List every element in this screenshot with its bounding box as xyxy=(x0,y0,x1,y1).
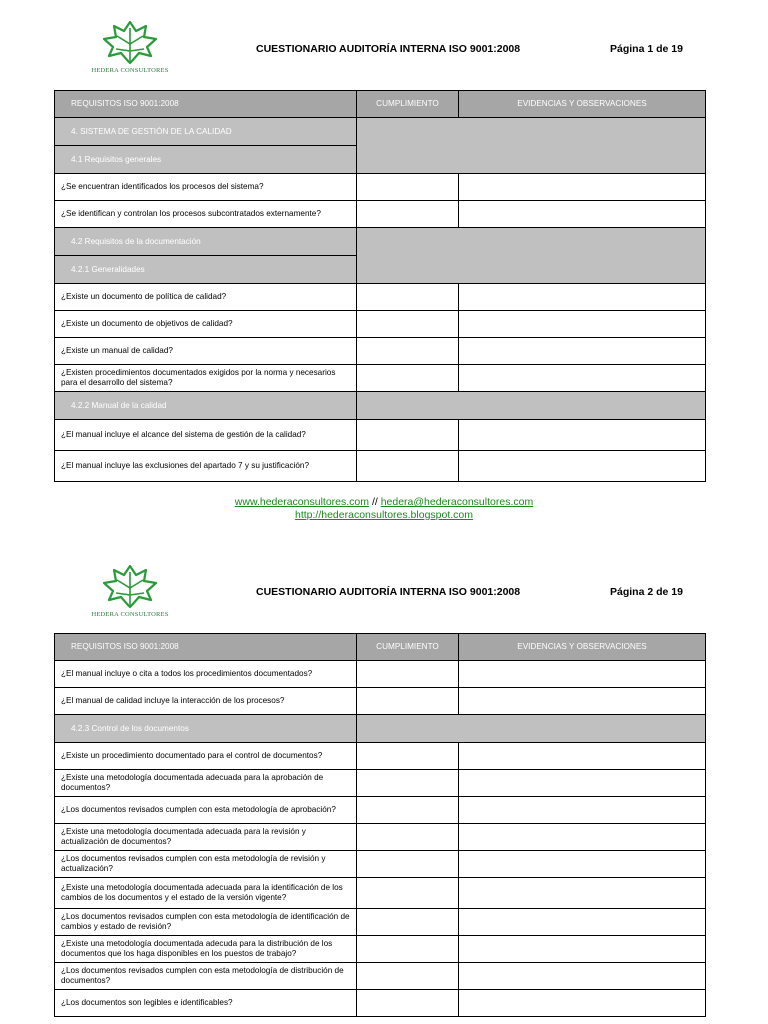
section-title: 4.2.2 Manual de la calidad xyxy=(55,392,357,420)
question-row xyxy=(55,201,706,228)
evidencias-cell[interactable] xyxy=(459,284,706,311)
cumplimiento-cell[interactable] xyxy=(357,743,459,770)
question-text: ¿Existe una metodología documentada adecuada para la aprobación de documentos? xyxy=(55,770,357,797)
evidencias-cell[interactable] xyxy=(459,743,706,770)
header-evidencias: EVIDENCIAS Y OBSERVACIONES xyxy=(459,634,706,661)
evidencias-cell[interactable] xyxy=(459,878,706,909)
logo-text: HEDERA CONSULTORES xyxy=(91,67,169,74)
company-logo xyxy=(82,18,178,74)
question-row xyxy=(55,824,706,851)
cumplimiento-cell[interactable] xyxy=(357,451,459,482)
cumplimiento-cell[interactable] xyxy=(357,688,459,715)
cumplimiento-cell[interactable] xyxy=(357,338,459,365)
question-row xyxy=(55,936,706,963)
cumplimiento-cell[interactable] xyxy=(357,770,459,797)
section-blank xyxy=(357,715,706,743)
table-header-row xyxy=(55,91,706,118)
cumplimiento-cell[interactable] xyxy=(357,878,459,909)
question-text: ¿El manual de calidad incluye la interacción de los procesos? xyxy=(55,688,357,715)
question-text: ¿Existe un manual de calidad? xyxy=(55,338,357,365)
question-text: ¿Existe una metodología documentada adecuada para la identificación de los cambios de los documentos y el estado de la versión vigente? xyxy=(55,878,357,909)
question-row xyxy=(55,420,706,451)
question-text: ¿Existe un procedimiento documentado para el control de documentos? xyxy=(55,743,357,770)
section-row xyxy=(55,715,706,743)
page-2 xyxy=(0,545,768,1024)
question-text: ¿Los documentos revisados cumplen con esta metodología de aprobación? xyxy=(55,797,357,824)
website-link[interactable]: www.hederaconsultores.com xyxy=(234,496,370,508)
cumplimiento-cell[interactable] xyxy=(357,990,459,1017)
evidencias-cell[interactable] xyxy=(459,311,706,338)
question-row xyxy=(55,661,706,688)
evidencias-cell[interactable] xyxy=(459,661,706,688)
cumplimiento-cell[interactable] xyxy=(357,311,459,338)
cumplimiento-cell[interactable] xyxy=(357,284,459,311)
question-row xyxy=(55,451,706,482)
evidencias-cell[interactable] xyxy=(459,770,706,797)
question-text: ¿Se encuentran identificados los procesos del sistema? xyxy=(55,174,357,201)
cumplimiento-cell[interactable] xyxy=(357,824,459,851)
evidencias-cell[interactable] xyxy=(459,963,706,990)
question-row xyxy=(55,284,706,311)
evidencias-cell[interactable] xyxy=(459,338,706,365)
evidencias-cell[interactable] xyxy=(459,420,706,451)
section-title: 4.2 Requisitos de la documentación xyxy=(55,228,357,256)
section-title: 4. SISTEMA DE GESTIÓN DE LA CALIDAD xyxy=(55,118,357,146)
evidencias-cell[interactable] xyxy=(459,451,706,482)
evidencias-cell[interactable] xyxy=(459,851,706,878)
evidencias-cell[interactable] xyxy=(459,174,706,201)
question-text: ¿Existe una metodología documentada adecuada para la revisión y actualización de documentos? xyxy=(55,824,357,851)
evidencias-cell[interactable] xyxy=(459,936,706,963)
question-text: ¿Los documentos revisados cumplen con esta metodología de identificación de cambios y estado de revisión? xyxy=(55,909,357,936)
section-blank xyxy=(357,118,706,174)
logo-text: HEDERA CONSULTORES xyxy=(91,611,169,618)
section-title: 4.2.3 Control de los documentos xyxy=(55,715,357,743)
header-cumplimiento: CUMPLIMIENTO xyxy=(357,91,459,118)
section-title: 4.1 Requisitos generales xyxy=(55,146,357,174)
company-logo xyxy=(82,562,178,618)
question-row xyxy=(55,743,706,770)
question-text: ¿Existen procedimientos documentados exigidos por la norma y necesarios para el desarrollo del sistema? xyxy=(55,365,357,392)
document-title: CUESTIONARIO AUDITORÍA INTERNA ISO 9001:2008 xyxy=(256,586,521,598)
question-row xyxy=(55,688,706,715)
evidencias-cell[interactable] xyxy=(459,909,706,936)
cumplimiento-cell[interactable] xyxy=(357,909,459,936)
cumplimiento-cell[interactable] xyxy=(357,201,459,228)
evidencias-cell[interactable] xyxy=(459,201,706,228)
question-row xyxy=(55,365,706,392)
evidencias-cell[interactable] xyxy=(459,824,706,851)
page-number: Página 1 de 19 xyxy=(610,43,683,55)
question-row xyxy=(55,990,706,1017)
question-text: ¿Existe una metodología documentada adecuda para la distribución de los documentos que los haga disponibles en los puestos de trabajo? xyxy=(55,936,357,963)
section-blank xyxy=(357,228,706,284)
document-title: CUESTIONARIO AUDITORÍA INTERNA ISO 9001:2008 xyxy=(256,43,521,55)
email-link[interactable]: hedera@hederaconsultores.com xyxy=(380,496,534,508)
ivy-leaf-icon xyxy=(101,18,159,66)
header-cumplimiento: CUMPLIMIENTO xyxy=(357,634,459,661)
evidencias-cell[interactable] xyxy=(459,688,706,715)
cumplimiento-cell[interactable] xyxy=(357,851,459,878)
audit-table-page-2 xyxy=(54,633,706,1017)
question-row xyxy=(55,797,706,824)
question-row xyxy=(55,338,706,365)
question-text: ¿Los documentos revisados cumplen con esta metodología de revisión y actualización? xyxy=(55,851,357,878)
question-row xyxy=(55,770,706,797)
page-footer xyxy=(0,496,768,522)
question-text: ¿Existe un documento de objetivos de calidad? xyxy=(55,311,357,338)
audit-table-page-1 xyxy=(54,90,706,482)
section-row xyxy=(55,228,706,256)
blog-link[interactable]: http://hederaconsultores.blogspot.com xyxy=(294,509,474,521)
cumplimiento-cell[interactable] xyxy=(357,661,459,688)
question-text: ¿Los documentos son legibles e identificables? xyxy=(55,990,357,1017)
question-row xyxy=(55,311,706,338)
evidencias-cell[interactable] xyxy=(459,365,706,392)
cumplimiento-cell[interactable] xyxy=(357,174,459,201)
question-text: ¿Existe un documento de política de calidad? xyxy=(55,284,357,311)
question-row xyxy=(55,909,706,936)
question-row xyxy=(55,851,706,878)
header-requisitos: REQUISITOS ISO 9001:2008 xyxy=(55,634,357,661)
evidencias-cell[interactable] xyxy=(459,990,706,1017)
evidencias-cell[interactable] xyxy=(459,797,706,824)
cumplimiento-cell[interactable] xyxy=(357,936,459,963)
cumplimiento-cell[interactable] xyxy=(357,797,459,824)
question-row xyxy=(55,174,706,201)
question-row xyxy=(55,878,706,909)
question-text: ¿Los documentos revisados cumplen con esta metodología de distribución de documentos? xyxy=(55,963,357,990)
cumplimiento-cell[interactable] xyxy=(357,420,459,451)
section-row xyxy=(55,392,706,420)
question-text: ¿Se identifican y controlan los procesos subcontratados externamente? xyxy=(55,201,357,228)
section-title: 4.2.1 Generalidades xyxy=(55,256,357,284)
question-text: ¿El manual incluye el alcance del sistema de gestión de la calidad? xyxy=(55,420,357,451)
question-text: ¿El manual incluye o cita a todos los procedimientos documentados? xyxy=(55,661,357,688)
section-blank xyxy=(357,392,706,420)
question-text: ¿El manual incluye las exclusiones del apartado 7 y su justificación? xyxy=(55,451,357,482)
page-number: Página 2 de 19 xyxy=(610,586,683,598)
question-row xyxy=(55,963,706,990)
link-separator: // xyxy=(371,496,378,508)
header-evidencias: EVIDENCIAS Y OBSERVACIONES xyxy=(459,91,706,118)
cumplimiento-cell[interactable] xyxy=(357,365,459,392)
table-header-row xyxy=(55,634,706,661)
ivy-leaf-icon xyxy=(101,562,159,610)
section-row xyxy=(55,118,706,146)
header-requisitos: REQUISITOS ISO 9001:2008 xyxy=(55,91,357,118)
cumplimiento-cell[interactable] xyxy=(357,963,459,990)
